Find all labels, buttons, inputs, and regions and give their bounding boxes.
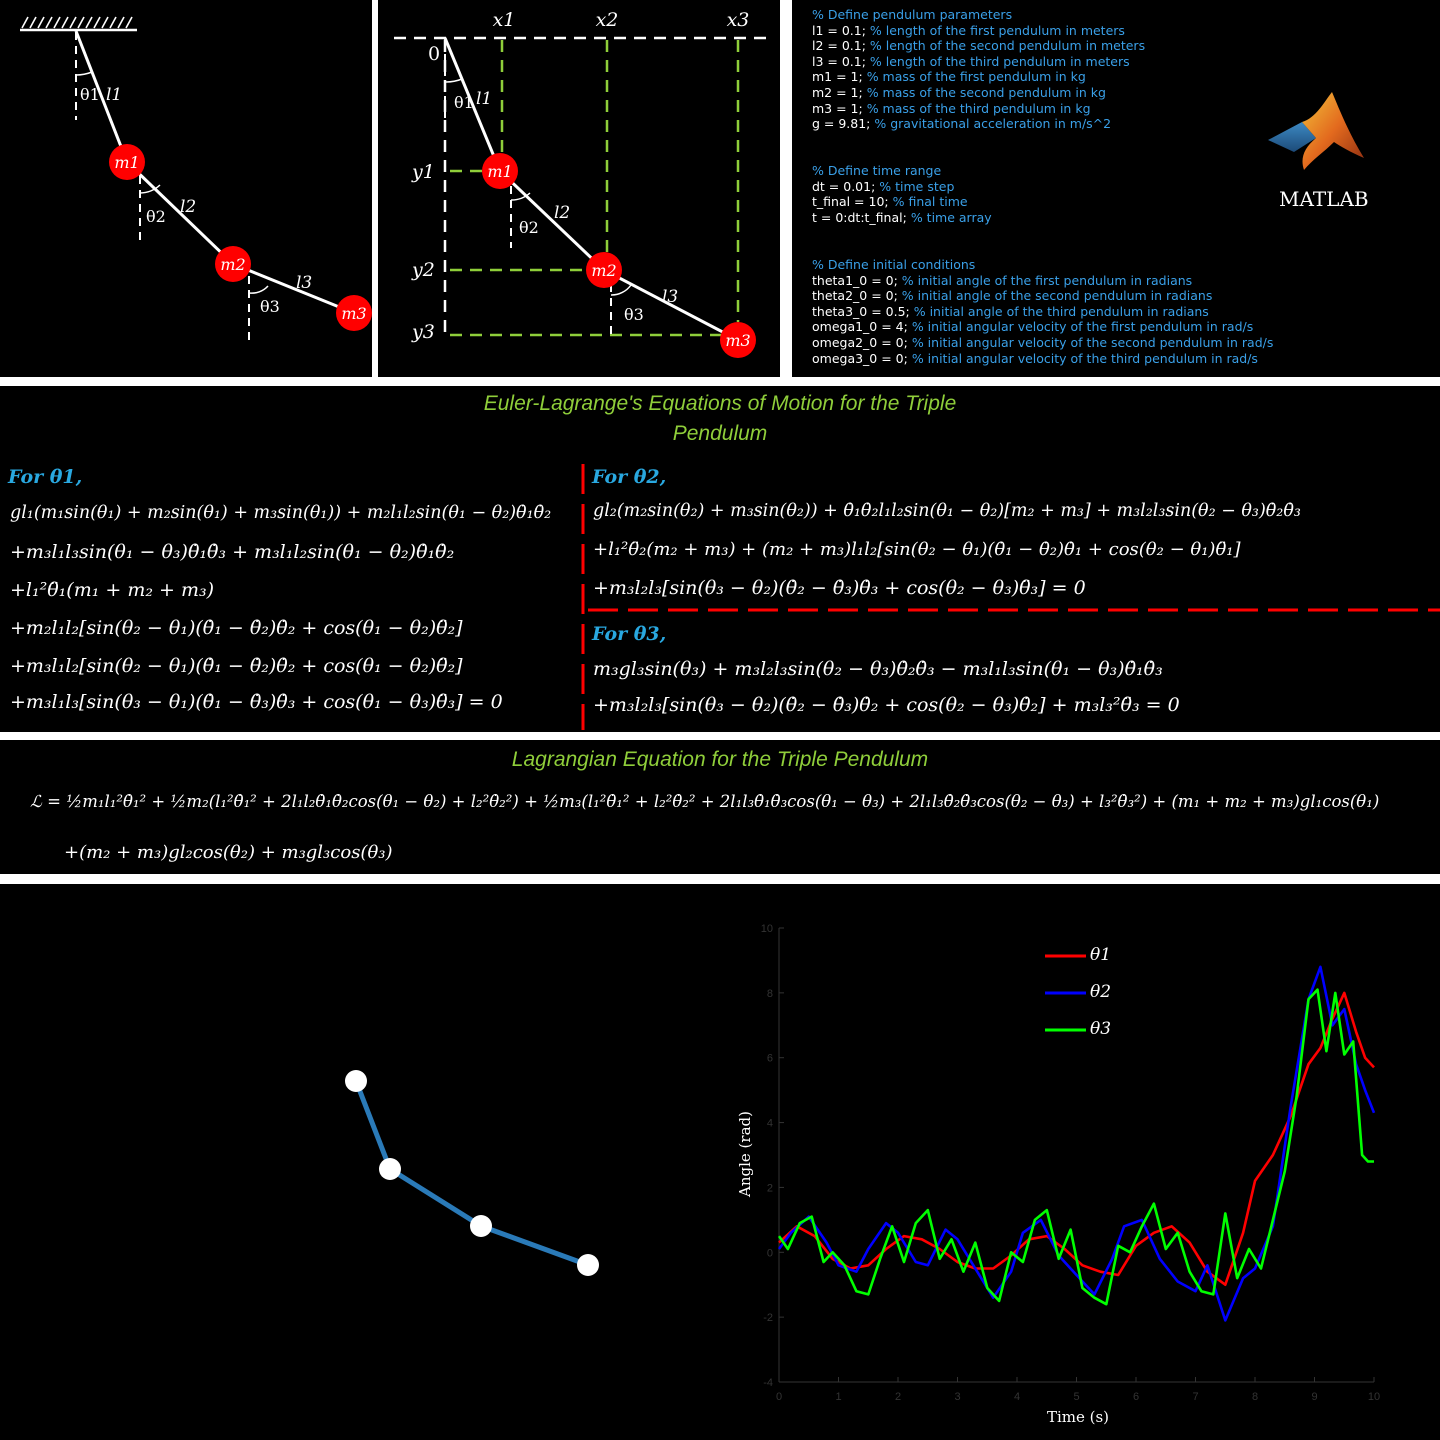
- lagrangian-line-1: ℒ = ½m₁l₁²θ̇₁² + ½m₂(l₁²θ̇₁² + 2l₁l₂θ̇₁θ̇₂cos(θ₁ − θ₂) + l₂²θ̇₂²) + ½m₃(l₁²θ̇₁² + l₂²θ̇₂² + 2l₁l₃θ̇₁θ̇₃cos(θ₁ − θ₃) + 2l₁l₃θ̇₂θ̇₃cos(θ₂ − θ₃) + l₃²θ̇₃²) + (m₁ + m₂ + m₃)gl₁cos(θ₁): [30, 792, 1380, 811]
- code-line: [812, 273, 1273, 289]
- mass-label-3: m3: [341, 304, 367, 323]
- legend-label: θ2: [1090, 982, 1112, 1002]
- length-label-1: l1: [476, 89, 493, 109]
- code-statement: g = 9.81;: [812, 116, 875, 132]
- y-label-2: y2: [412, 259, 435, 281]
- code-block-time: [812, 163, 992, 225]
- theta1-eq-line-3: +l₁²θ̈₁(m₁ + m₂ + m₃): [10, 579, 215, 601]
- code-comment: % mass of the first pendulum in kg: [866, 69, 1086, 85]
- code-statement: theta1_0 = 0;: [812, 272, 902, 288]
- code-comment: % initial angle of the third pendulum in radians: [913, 303, 1209, 319]
- code-statement: dt = 0.01;: [812, 178, 880, 194]
- code-comment: % length of the first pendulum in meters: [869, 22, 1125, 38]
- simulation-panel: [0, 884, 1440, 1440]
- code-line: [812, 54, 1145, 70]
- code-statement: l3 = 0.1;: [812, 53, 870, 69]
- code-statement: omega3_0 = 0;: [812, 350, 912, 366]
- code-line: [812, 85, 1145, 101]
- x-tick-label: 1: [835, 1391, 842, 1403]
- x-tick-label: 6: [1132, 1391, 1140, 1403]
- pendulum-diagram: [0, 0, 372, 377]
- y-tick-label: 2: [766, 1182, 773, 1195]
- code-statement: omega2_0 = 0;: [812, 334, 912, 350]
- code-comment: % Define time range: [812, 163, 942, 178]
- euler-lagrange-title-line2: Pendulum: [672, 422, 768, 445]
- code-statement: m3 = 1;: [812, 100, 867, 116]
- y-tick-label: -2: [763, 1312, 773, 1325]
- chart-series: [779, 967, 1374, 1321]
- euler-lagrange-panel: [0, 386, 1440, 732]
- coordinate-diagram: [378, 0, 780, 377]
- legend-label: θ3: [1090, 1019, 1112, 1039]
- y-label-3: y3: [412, 321, 435, 343]
- matlab-logo-icon: [1264, 88, 1370, 178]
- label-theta2: For θ2,: [592, 466, 667, 488]
- x-tick-label: 3: [954, 1391, 961, 1403]
- code-statement: omega1_0 = 4;: [812, 319, 912, 335]
- lagrangian-panel: [0, 740, 1440, 874]
- code-statement: m2 = 1;: [812, 84, 867, 100]
- code-line: [812, 210, 992, 226]
- code-comment: % Define pendulum parameters: [812, 7, 1013, 22]
- angle-label-1: θ1: [454, 93, 474, 112]
- x-tick-label: 4: [1013, 1391, 1021, 1403]
- code-line: [812, 163, 992, 179]
- code-line: [812, 304, 1273, 320]
- legend-label: θ1: [1090, 945, 1112, 965]
- theta2-eq-line-3: +m₃l₂l₃[sin(θ₃ − θ₂)(θ̇₂ − θ̇₃)θ̇₃ + cos(θ₂ − θ₃)θ̈₃] = 0: [593, 577, 1086, 599]
- theta3-eq-line-1: m₃gl₃sin(θ₃) + m₃l₂l₃sin(θ₂ − θ₃)θ̇₂θ̇₃ − m₃l₁l₃sin(θ₁ − θ₃)θ̇₁θ̇₃: [593, 658, 1163, 680]
- x-tick-label: 10: [1367, 1391, 1381, 1403]
- code-statement: l1 = 0.1;: [812, 22, 870, 38]
- theta1-eq-line-5: +m₃l₁l₂[sin(θ₂ − θ₁)(θ̇₁ − θ̇₂)θ̇₂ + cos(θ₁ − θ₂)θ̈₂]: [10, 655, 463, 677]
- code-line: [812, 23, 1145, 39]
- y-axis-label: Angle (rad): [736, 1111, 754, 1197]
- code-line: [812, 319, 1273, 335]
- code-comment: % length of the third pendulum in meters: [869, 53, 1130, 69]
- code-line: [812, 7, 1145, 23]
- code-comment: % initial angle of the second pendulum in radians: [901, 288, 1213, 304]
- y-label-1: y1: [412, 161, 435, 183]
- theta1-eq-line-6: +m₃l₁l₃[sin(θ₃ − θ₁)(θ̇₁ − θ̇₃)θ̇₃ + cos(θ₁ − θ₃)θ̈₃] = 0: [10, 691, 503, 713]
- angle-label-2: θ2: [146, 207, 166, 226]
- code-line: [812, 38, 1145, 54]
- animation-mass-1: [379, 1158, 401, 1180]
- angle-label-3: θ3: [624, 305, 644, 324]
- coordinate-diagram-panel: [378, 0, 780, 377]
- mass-label-2: m2: [220, 255, 246, 274]
- matlab-logo-text: MATLAB: [1279, 187, 1369, 211]
- label-theta1: For θ1,: [8, 466, 83, 488]
- length-label-2: l2: [180, 197, 197, 217]
- x-tick-label: 2: [894, 1391, 902, 1403]
- code-line: [812, 69, 1145, 85]
- code-comment: % final time: [892, 194, 968, 210]
- theta1-eq-line-2: +m₃l₁l₃sin(θ₁ − θ₃)θ̇₁θ̇₃ + m₃l₁l₂sin(θ₁ − θ₂)θ̇₁θ̇₂: [10, 541, 455, 563]
- pivot-point: [345, 1070, 367, 1092]
- chart-legend: [1045, 945, 1111, 1039]
- angle-label-1: θ1: [80, 85, 100, 104]
- code-line: [812, 257, 1273, 273]
- code-comment: % Define initial conditions: [812, 257, 976, 272]
- x-tick-label: 8: [1251, 1391, 1259, 1403]
- animation-mass-2: [470, 1215, 492, 1237]
- y-tick-label: 4: [766, 1117, 773, 1130]
- code-comment: % initial angular velocity of the second pendulum in rad/s: [911, 334, 1274, 350]
- code-line: [812, 351, 1273, 367]
- x-label-1: x1: [492, 9, 516, 31]
- angle-label-2: θ2: [519, 218, 539, 237]
- code-comment: % gravitational acceleration in m/s^2: [874, 116, 1112, 132]
- code-statement: t = 0:dt:t_final;: [812, 209, 911, 225]
- x-axis-label: Time (s): [1046, 1408, 1110, 1426]
- theta2-eq-line-2: +l₁²θ̈₂(m₂ + m₃) + (m₂ + m₃)l₁l₂[sin(θ₂ − θ₁)(θ̇₁ − θ̇₂)θ̇₁ + cos(θ₂ − θ₁)θ̈₁]: [593, 539, 1241, 560]
- animation-mass-3: [577, 1254, 599, 1276]
- code-comment: % mass of the second pendulum in kg: [866, 84, 1106, 100]
- x-label-2: x2: [595, 9, 619, 31]
- theta1-eq-line-4: +m₂l₁l₂[sin(θ₂ − θ₁)(θ̇₁ − θ̇₂)θ̇₂ + cos(θ₁ − θ₂)θ̈₂]: [10, 617, 463, 639]
- y-tick-label: 0: [766, 1247, 773, 1260]
- code-line: [812, 116, 1145, 132]
- length-label-3: l3: [296, 273, 313, 293]
- x-tick-label: 0: [775, 1391, 783, 1403]
- code-block-initial-conditions: [812, 257, 1273, 366]
- euler-lagrange-title-line1: Euler-Lagrange's Equations of Motion for the Triple: [483, 392, 957, 415]
- y-tick-label: 8: [766, 987, 773, 1000]
- mass-label-1: m1: [487, 162, 513, 181]
- theta2-eq-line-1: gl₂(m₂sin(θ₂) + m₃sin(θ₂)) + θ̇₁θ̇₂l₁l₂sin(θ₁ − θ₂)[m₂ + m₃] + m₃l₂l₃sin(θ₂ − θ₃)θ̇₂θ̇₃: [593, 501, 1301, 521]
- mass-label-2: m2: [591, 261, 617, 280]
- code-block-parameters: [812, 7, 1145, 132]
- angle-time-chart: [700, 884, 1440, 1440]
- theta1-eq-line-1: gl₁(m₁sin(θ₁) + m₂sin(θ₁) + m₃sin(θ₁)) + m₂l₁l₂sin(θ₁ − θ₂)θ̇₁θ̇₂: [10, 503, 552, 523]
- code-statement: t_final = 10;: [812, 194, 893, 210]
- x-label-3: x3: [726, 9, 750, 31]
- label-theta3: For θ3,: [592, 623, 667, 645]
- theta3-eq-line-2: +m₃l₂l₃[sin(θ₃ − θ₂)(θ̇₂ − θ̇₃)θ̇₂ + cos(θ₂ − θ₃)θ̇₂] + m₃l₃²θ̈₃ = 0: [593, 694, 1180, 716]
- code-line: [812, 194, 992, 210]
- mass-label-1: m1: [114, 153, 140, 172]
- code-line: [812, 101, 1145, 117]
- angle-label-3: θ3: [260, 297, 280, 316]
- matlab-code-panel: [792, 0, 1440, 377]
- code-comment: % initial angle of the first pendulum in radians: [901, 272, 1193, 288]
- y-tick-label: 6: [766, 1052, 773, 1065]
- lagrangian-title: Lagrangian Equation for the Triple Pendulum: [511, 748, 929, 771]
- code-line: [812, 335, 1273, 351]
- x-tick-label: 7: [1192, 1391, 1199, 1403]
- code-comment: % time array: [910, 209, 992, 225]
- lagrangian-line-2: +(m₂ + m₃)gl₂cos(θ₂) + m₃gl₃cos(θ₃): [64, 842, 393, 863]
- code-statement: l2 = 0.1;: [812, 38, 870, 54]
- code-statement: m1 = 1;: [812, 69, 867, 85]
- code-line: [812, 179, 992, 195]
- code-comment: % time step: [879, 178, 955, 194]
- y-tick-label: -4: [763, 1377, 773, 1389]
- mass-label-3: m3: [725, 331, 751, 350]
- length-label-2: l2: [554, 203, 571, 223]
- code-comment: % length of the second pendulum in meters: [869, 38, 1146, 54]
- code-comment: % initial angular velocity of the third pendulum in rad/s: [911, 350, 1258, 366]
- code-line: [812, 288, 1273, 304]
- y-tick-label: 10: [760, 923, 773, 935]
- origin-label: 0: [428, 43, 441, 65]
- pendulum-diagram-panel: [0, 0, 372, 377]
- x-tick-label: 9: [1311, 1391, 1318, 1403]
- pendulum-animation: [0, 884, 700, 1440]
- code-comment: % initial angular velocity of the first pendulum in rad/s: [911, 319, 1254, 335]
- code-statement: theta3_0 = 0.5;: [812, 303, 914, 319]
- series-line-theta2: [779, 967, 1374, 1321]
- x-tick-label: 5: [1073, 1391, 1080, 1403]
- length-label-1: l1: [106, 85, 123, 105]
- length-label-3: l3: [662, 287, 679, 307]
- code-comment: % mass of the third pendulum in kg: [866, 100, 1091, 116]
- code-statement: theta2_0 = 0;: [812, 288, 902, 304]
